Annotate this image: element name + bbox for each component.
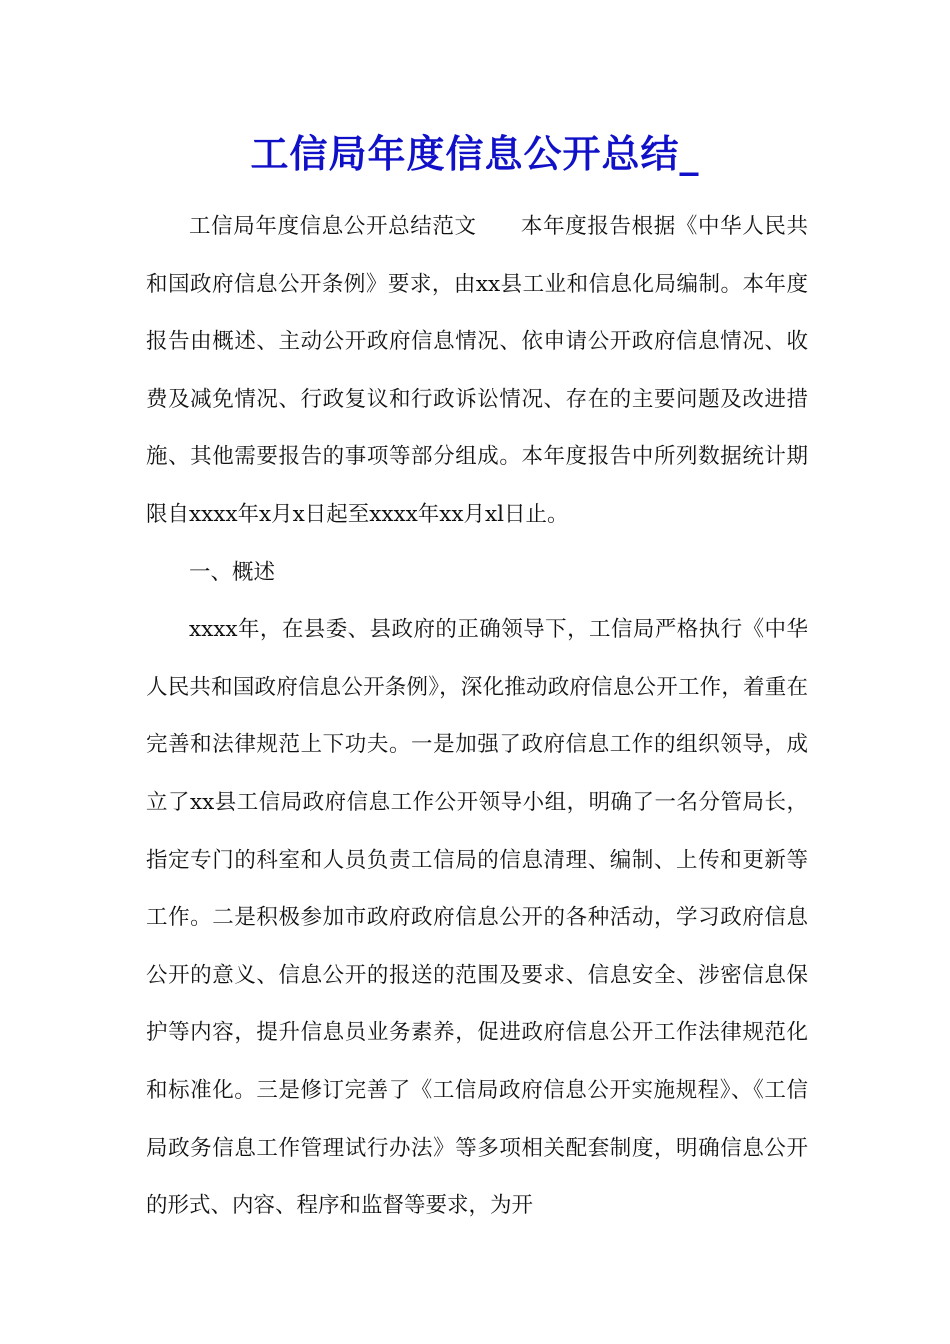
section-heading-overview: 一、概述: [189, 559, 276, 585]
overview-paragraph: xxxx年，在县委、县政府的正确领导下，工信局严格执行《中华人民共和国政府信息公开条例》，深化推动政府信息公开工作，着重在完善和法律规范上下功夫。一是加强了政府信息工作的组织领导，成立了xx县工信局政府信息工作公开领导小组，明确了一名分管局长，指定专门的科室和人员负责工信局的信息清理、编制、上传和更新等工作。二是积极参加市政府政府信息公开的各种活动，学习政府信息公开的意义、信息公开的报送的范围及要求、信息安全、涉密信息保护等内容，提升信息员业务素养，促进政府信息公开工作法律规范化和标准化。三是修订完善了《工信局政府信息公开实施规程》、《工信局政务信息工作管理试行办法》等多项相关配套制度，明确信息公开的形式、内容、程序和监督等要求，为开: [146, 617, 808, 1219]
document-body: [146, 198, 808, 1235]
intro-paragraph: 工信局年度信息公开总结范文 本年度报告根据《中华人民共和国政府信息公开条例》要求，由xx县工业和信息化局编制。本年度报告由概述、主动公开政府信息情况、依申请公开政府信息情况、收费及减免情况、行政复议和行政诉讼情况、存在的主要问题及改进措施、其他需要报告的事项等部分组成。本年度报告中所列数据统计期限自xxxx年x月x日起至xxxx年xx月xl日止。: [146, 214, 808, 527]
document-title: 工信局年度信息公开总结_: [250, 131, 700, 176]
